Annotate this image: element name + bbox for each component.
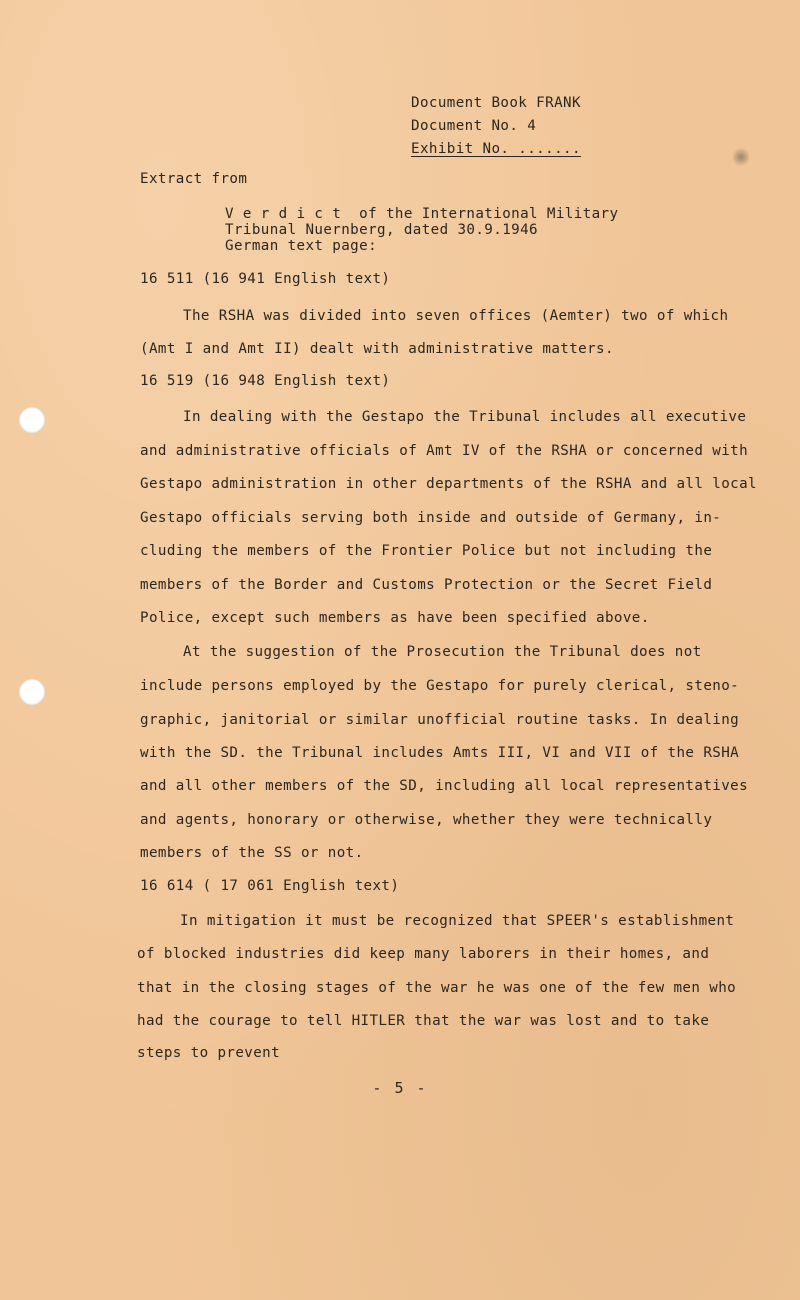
- source-line-1: V e r d i c t of the International Military: [225, 206, 619, 222]
- body-line: that in the closing stages of the war he was one of the few men who: [137, 980, 737, 996]
- body-line: had the courage to tell HITLER that the war was lost and to take: [137, 1013, 710, 1029]
- page-number: - 5 -: [372, 1079, 428, 1097]
- exhibit-number: Exhibit No. .......: [411, 141, 581, 157]
- body-line: include persons employed by the Gestapo for purely clerical, steno-: [140, 678, 740, 694]
- body-line: and all other members of the SD, including all local representatives: [140, 778, 749, 794]
- body-line: with the SD. the Tribunal includes Amts III, VI and VII of the RSHA: [140, 745, 740, 761]
- document-number: Document No. 4: [411, 118, 537, 134]
- punch-hole-bottom: [19, 679, 45, 705]
- body-line: cluding the members of the Frontier Police but not including the: [140, 543, 713, 559]
- source-line-2: Tribunal Nuernberg, dated 30.9.1946: [225, 222, 538, 238]
- body-line: At the suggestion of the Prosecution the Tribunal does not: [183, 644, 702, 660]
- body-line: (Amt I and Amt II) dealt with administrative matters.: [140, 341, 614, 357]
- body-line: members of the Border and Customs Protection or the Secret Field: [140, 577, 713, 593]
- body-line: of blocked industries did keep many laborers in their homes, and: [137, 946, 710, 962]
- section-reference: 16 519 (16 948 English text): [140, 373, 391, 389]
- body-line: In mitigation it must be recognized that SPEER's establishment: [180, 913, 735, 929]
- punch-hole-top: [19, 407, 45, 433]
- body-line: and administrative officials of Amt IV of the RSHA or concerned with: [140, 443, 749, 459]
- section-reference: 16 614 ( 17 061 English text): [140, 878, 400, 894]
- body-line: Gestapo officials serving both inside and outside of Germany, in-: [140, 510, 722, 526]
- body-line: members of the SS or not.: [140, 845, 364, 861]
- body-line: graphic, janitorial or similar unofficial routine tasks. In dealing: [140, 712, 740, 728]
- body-line: The RSHA was divided into seven offices (Aemter) two of which: [183, 308, 729, 324]
- extract-label: Extract from: [140, 171, 248, 187]
- body-line: steps to prevent: [137, 1045, 281, 1061]
- body-line: In dealing with the Gestapo the Tribunal includes all executive: [183, 409, 747, 425]
- body-line: and agents, honorary or otherwise, whether they were technically: [140, 812, 713, 828]
- body-line: Gestapo administration in other departments of the RSHA and all local: [140, 476, 757, 492]
- ink-smudge: [733, 146, 749, 168]
- section-reference: 16 511 (16 941 English text): [140, 271, 391, 287]
- body-line: Police, except such members as have been specified above.: [140, 610, 650, 626]
- source-line-3: German text page:: [225, 238, 378, 254]
- document-book: Document Book FRANK: [411, 95, 581, 111]
